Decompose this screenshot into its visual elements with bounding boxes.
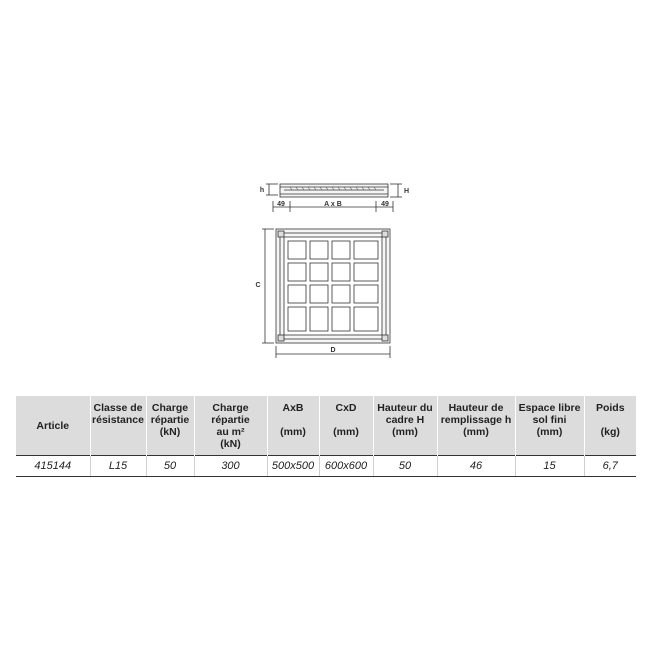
top-D-label: D [330, 347, 336, 354]
cell-axb: 500x500 [267, 456, 319, 477]
side-h-label: h [259, 187, 265, 194]
header-cxd: CxD (mm) [319, 396, 373, 456]
cell-espace-libre: 15 [515, 456, 584, 477]
header-charge-m2: Charge répartie au m² (kN) [194, 396, 267, 456]
header-hauteur-remplissage: Hauteur de remplissage h (mm) [437, 396, 515, 456]
specification-table [16, 396, 636, 477]
cell-article: 415144 [16, 456, 90, 477]
top-view [262, 229, 390, 358]
header-axb: AxB (mm) [267, 396, 319, 456]
header-classe: Classe de résistance [90, 396, 146, 456]
cell-charge-repartie: 50 [146, 456, 194, 477]
side-H-label: H [404, 188, 410, 195]
side-49-left-label: 49 [277, 201, 285, 208]
cell-poids: 6,7 [584, 456, 636, 477]
header-hauteur-cadre: Hauteur du cadre H (mm) [373, 396, 437, 456]
side-axb-label: A x B [324, 201, 342, 208]
cell-charge-m2: 300 [194, 456, 267, 477]
header-charge-repartie: Charge répartie (kN) [146, 396, 194, 456]
cell-cxd: 600x600 [319, 456, 373, 477]
table-header-row [16, 396, 636, 456]
cell-hauteur-remplissage: 46 [437, 456, 515, 477]
cell-classe: L15 [90, 456, 146, 477]
header-article: Article [16, 396, 90, 456]
table-row [16, 456, 636, 477]
side-49-right-label: 49 [381, 201, 389, 208]
header-poids: Poids (kg) [584, 396, 636, 456]
header-espace-libre: Espace libre sol fini (mm) [515, 396, 584, 456]
top-C-label: C [255, 282, 261, 289]
cell-hauteur-cadre: 50 [373, 456, 437, 477]
